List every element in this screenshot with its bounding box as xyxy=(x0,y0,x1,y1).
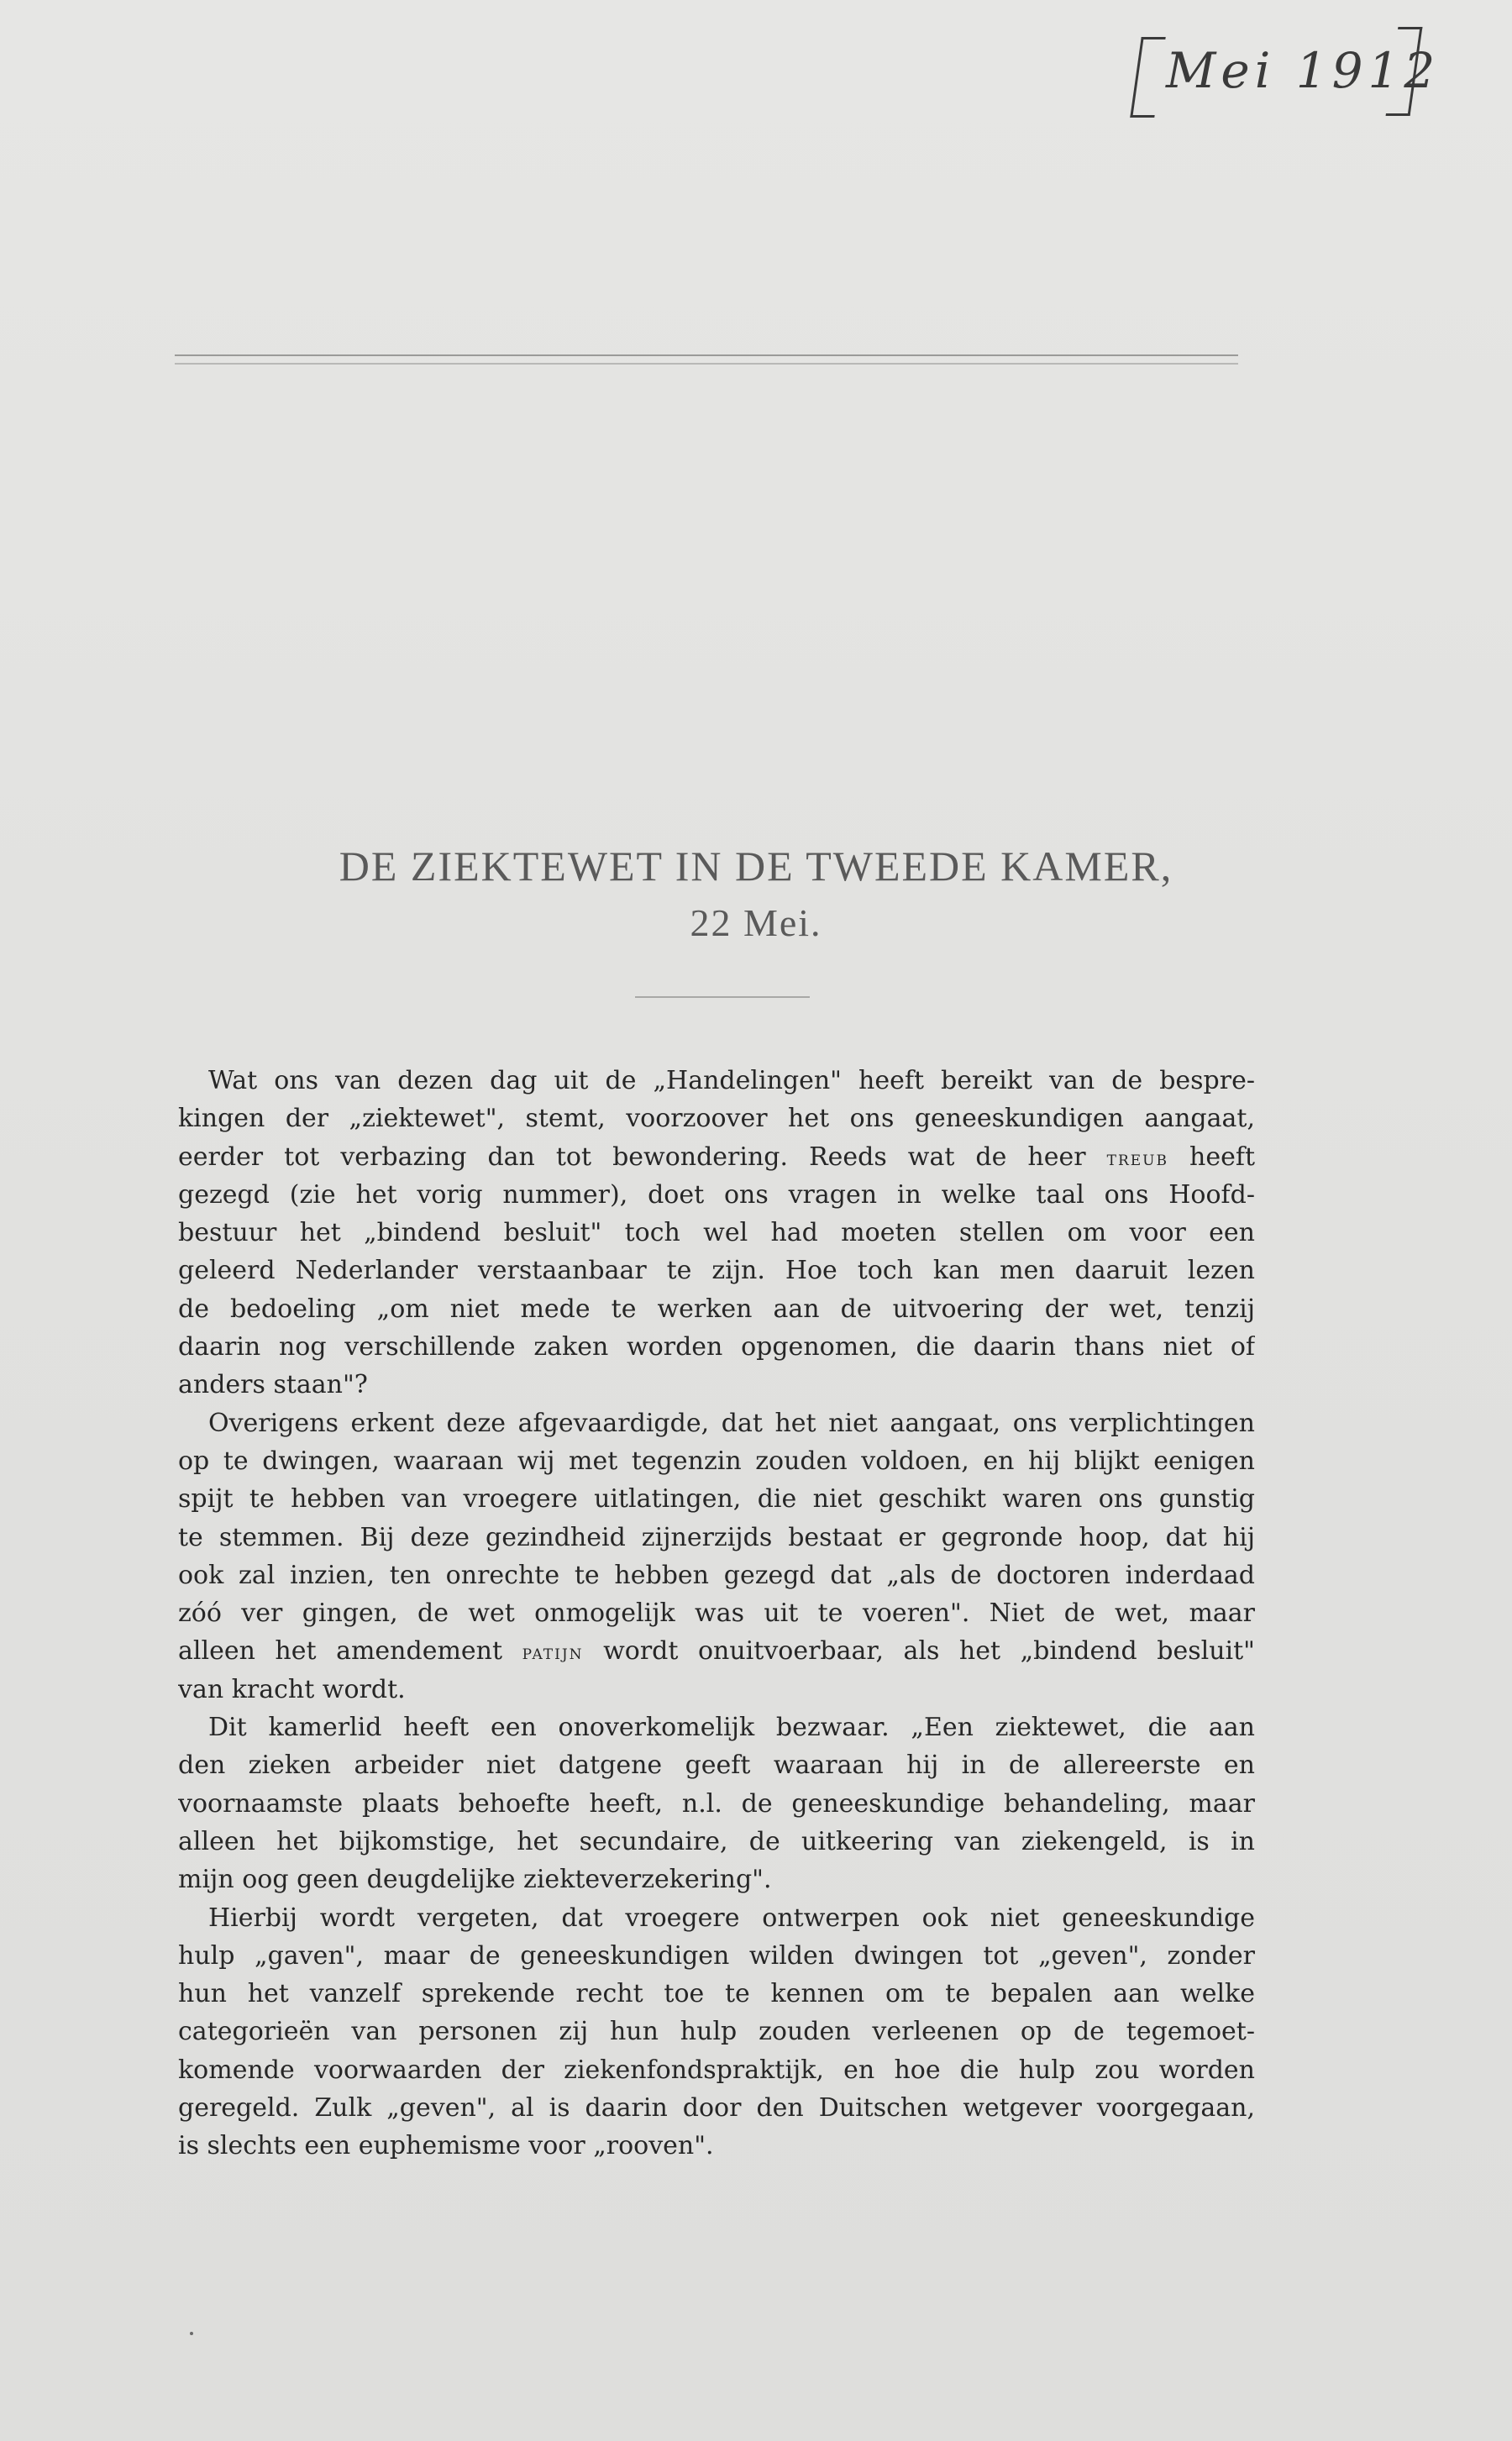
paragraph-1 xyxy=(178,1062,1255,1404)
text-line: anders staan"? xyxy=(178,1370,368,1400)
top-double-rule xyxy=(175,354,1238,365)
text-line: van kracht wordt. xyxy=(178,1674,406,1704)
text-line: kingen der „ziektewet", stemt, voorzoover het ons geneeskundigen aangaat, xyxy=(178,1104,1255,1134)
text-line: Hierbij wordt vergeten, dat vroegere ontwerpen ook niet geneeskundige xyxy=(208,1903,1255,1933)
text-line: gezegd (zie het vorig nummer), doet ons vragen in welke taal ons Hoofd- xyxy=(178,1179,1255,1210)
text-line: ook zal inzien, ten onrechte te hebben gezegd dat „als de doctoren inderdaad xyxy=(178,1560,1255,1590)
ink-speck xyxy=(190,2332,193,2335)
article-body xyxy=(178,1062,1255,2165)
text-line: Wat ons van dezen dag uit de „Handelingen" heeft bereikt van de bespre- xyxy=(208,1066,1255,1095)
text-fragment: alleen het amendement xyxy=(178,1636,522,1667)
name-patijn: patijn xyxy=(522,1640,584,1665)
article-title: DE ZIEKTEWET IN DE TWEEDE KAMER, xyxy=(339,843,1173,890)
title-separator-rule xyxy=(635,996,810,998)
text-line: te stemmen. Bij deze gezindheid zijnerzijds bestaat er gegronde hoop, dat hij xyxy=(178,1522,1255,1552)
bracket-left xyxy=(1130,37,1165,118)
text-line: Dit kamerlid heeft een onoverkomelijk bezwaar. „Een ziektewet, die aan xyxy=(208,1713,1255,1743)
text-line: geregeld. Zulk „geven", al is daarin door den Duitschen wetgever voorgegaan, xyxy=(178,2093,1255,2123)
text-line: spijt te hebben van vroegere uitlatingen, die niet geschikt waren ons gunstig xyxy=(178,1484,1255,1514)
text-line: geleerd Nederlander verstaanbaar te zijn. Hoe toch kan men daaruit lezen xyxy=(178,1256,1255,1286)
paragraph-3 xyxy=(178,1709,1255,1898)
text-line xyxy=(178,1138,1255,1176)
name-treub: treub xyxy=(1106,1146,1168,1170)
text-line: zóó ver gingen, de wet onmogelijk was uit te voeren". Niet de wet, maar xyxy=(178,1598,1255,1629)
text-line: hulp „gaven", maar de geneeskundigen wilden dwingen tot „geven", zonder xyxy=(178,1940,1255,1971)
text-line: categorieën van personen zij hun hulp zouden verleenen op de tegemoet- xyxy=(178,2017,1255,2047)
text-fragment: eerder tot verbazing dan tot bewondering. Reeds wat de heer xyxy=(178,1142,1107,1172)
text-line: is slechts een euphemisme voor „rooven". xyxy=(178,2131,714,2161)
handwritten-date: Mei 1912 xyxy=(1166,42,1441,99)
paragraph-2 xyxy=(178,1404,1255,1709)
text-line: op te dwingen, waaraan wij met tegenzin zouden voldoen, en hij blijkt eenigen xyxy=(178,1446,1255,1476)
text-line: Overigens erkent deze afgevaardigde, dat het niet aangaat, ons verplichtingen xyxy=(208,1408,1255,1438)
article-date: 22 Mei. xyxy=(690,901,822,944)
handwritten-date-annotation xyxy=(1126,18,1441,111)
text-line: bestuur het „bindend besluit" toch wel had moeten stellen om voor een xyxy=(178,1218,1255,1248)
text-fragment: heeft xyxy=(1168,1142,1255,1172)
text-line: mijn oog geen deugdelijke ziekteverzekering". xyxy=(178,1865,772,1895)
paragraph-4 xyxy=(178,1899,1255,2165)
text-line: de bedoeling „om niet mede te werken aan de uitvoering der wet, tenzij xyxy=(178,1294,1255,1324)
text-line: voornaamste plaats behoefte heeft, n.l. de geneeskundige behandeling, maar xyxy=(178,1788,1255,1819)
text-fragment: wordt onuitvoerbaar, als het „bindend besluit" xyxy=(583,1636,1255,1667)
text-line: alleen het bijkomstige, het secundaire, de uitkeering van ziekengeld, is in xyxy=(178,1826,1255,1856)
text-line: komende voorwaarden der ziekenfondspraktijk, en hoe die hulp zou worden xyxy=(178,2055,1255,2085)
text-line: hun het vanzelf sprekende recht toe te kennen om te bepalen aan welke xyxy=(178,1979,1255,2009)
text-line xyxy=(178,1632,1255,1670)
text-line: den zieken arbeider niet datgene geeft waaraan hij in de allereerste en xyxy=(178,1751,1255,1781)
text-line: daarin nog verschillende zaken worden opgenomen, die daarin thans niet of xyxy=(178,1332,1255,1362)
